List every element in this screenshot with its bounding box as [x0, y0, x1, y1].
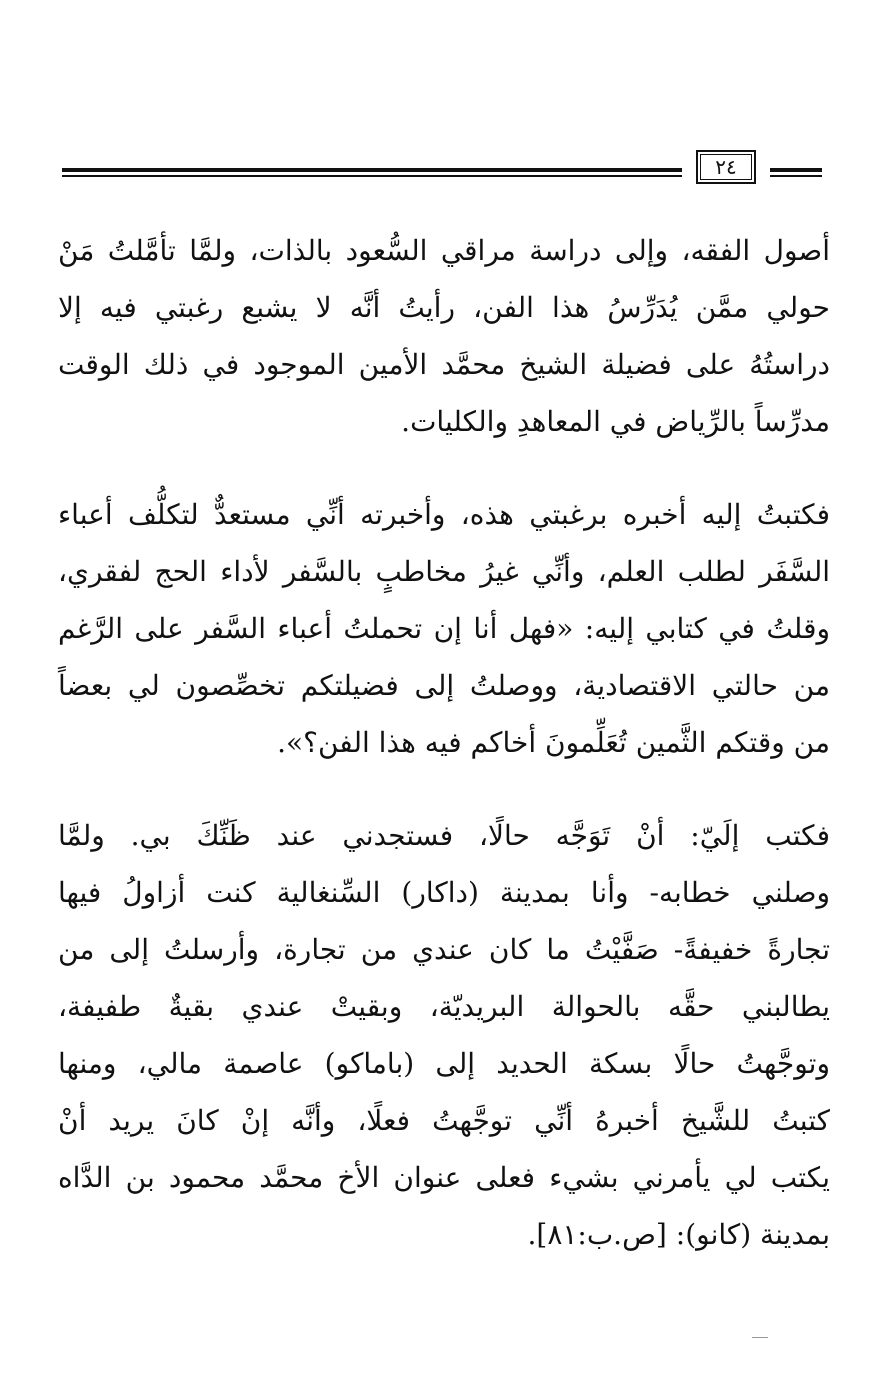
- page-number: ٢٤: [696, 150, 756, 184]
- text-line: من حالتي الاقتصادية، ووصلتُ إلى فضيلتكم تخصِّصون لي بعضاً: [58, 669, 830, 702]
- text-line: دراستُهُ على فضيلة الشيخ محمَّد الأمين الموجود في ذلك الوقت: [58, 348, 830, 381]
- paragraph-2: [58, 486, 830, 771]
- text-line: بمدينة (كانو): [ص.ب:٨١].: [527, 1218, 830, 1251]
- header-rule-right: [770, 168, 822, 180]
- text-line: السَّفَر لطلب العلم، وأنِّي غيرُ مخاطبٍ بالسَّفر لأداء الحج لفقري،: [58, 555, 830, 588]
- text-line: كتبتُ للشَّيخ أخبرهُ أنِّي توجَّهتُ فعلًا، وأنَّه إنْ كانَ يريد أنْ: [58, 1104, 830, 1137]
- paragraph-3: [58, 807, 830, 1263]
- text-line: وقلتُ في كتابي إليه: «فهل أنا إن تحملتُ أعباء السَّفر على الرَّغم: [58, 612, 830, 645]
- text-line: تجارةً خفيفةً- صَفَّيْتُ ما كان عندي من تجارة، وأرسلتُ إلى من: [58, 933, 830, 966]
- text-line: وتوجَّهتُ حالًا بسكة الحديد إلى (باماكو) عاصمة مالي، ومنها: [58, 1047, 830, 1080]
- text-line: مدرِّساً بالرِّياض في المعاهدِ والكليات.: [401, 405, 830, 438]
- page-header: [62, 150, 822, 190]
- text-line: يطالبني حقَّه بالحوالة البريديّة، وبقيتْ عندي بقيةٌ طفيفة،: [58, 990, 830, 1023]
- text-line: فكتبتُ إليه أخبره برغبتي هذه، وأخبرته أنِّي مستعدٌّ لتكلُّف أعباء: [58, 498, 830, 531]
- text-line: حولي ممَّن يُدَرِّسُ هذا الفن، رأيتُ أنَّه لا يشبع رغبتي فيه إلا: [58, 291, 830, 324]
- text-line: أصول الفقه، وإلى دراسة مراقي السُّعود بالذات، ولمَّا تأمَّلتُ مَنْ: [58, 234, 830, 267]
- text-line: وصلني خطابه- وأنا بمدينة (داكار) السِّنغالية كنت أزاولُ فيها: [58, 876, 830, 909]
- text-line: فكتب إلَيّ: أنْ تَوَجَّه حالًا، فستجدني عند ظَنِّكَ بي. ولمَّا: [58, 819, 830, 852]
- text-line: من وقتكم الثَّمين تُعَلِّمونَ أخاكم فيه هذا الفن؟».: [277, 726, 830, 759]
- paragraph-1: [58, 222, 830, 450]
- scan-mark: [752, 1337, 768, 1338]
- header-rule-left: [62, 168, 682, 180]
- text-line: يكتب لي يأمرني بشيء فعلى عنوان الأخ محمَّد محمود بن الدَّاه: [58, 1161, 830, 1194]
- text-body: [58, 222, 830, 1299]
